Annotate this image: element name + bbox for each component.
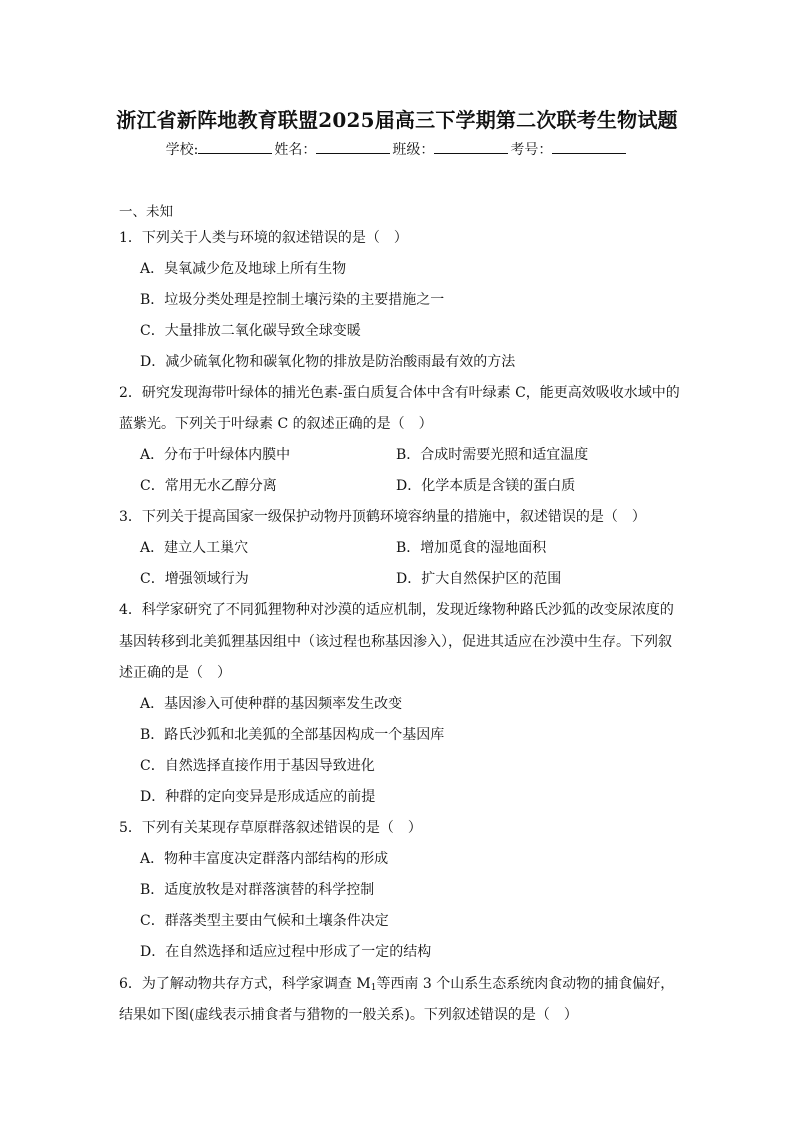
question-5-option-b: B．适度放牧是对群落演替的科学控制	[140, 882, 375, 898]
question-2-option-c: C．常用无水乙醇分离	[140, 478, 277, 494]
question-5-option-d: D．在自然选择和适应过程中形成了一定的结构	[140, 944, 432, 960]
question-2-option-a: A．分布于叶绿体内膜中	[140, 447, 291, 463]
question-4-stem-line-1: 4．科学家研究了不同狐狸物种对沙漠的适应机制，发现近缘物种路氏沙狐的改变尿浓度的	[119, 602, 674, 618]
question-4-stem-line-3: 述正确的是（ ）	[119, 665, 231, 681]
question-2-stem-line-2: 蓝紫光。下列关于叶绿素 C 的叙述正确的是（ ）	[119, 416, 433, 432]
question-6-stem-part-1: 6．为了解动物共存方式，科学家调查 M	[119, 976, 371, 992]
question-3-option-a: A．建立人工巢穴	[140, 540, 249, 556]
question-2-option-d: D．化学本质是含镁的蛋白质	[396, 478, 576, 494]
class-blank[interactable]	[434, 141, 508, 154]
question-5-stem: 5．下列有关某现存草原群落叙述错误的是（ ）	[119, 820, 422, 836]
class-label: 班级：	[392, 142, 435, 158]
school-blank[interactable]	[198, 141, 272, 154]
question-2-option-b: B．合成时需要光照和适宜温度	[396, 447, 589, 463]
question-6-subscript: 1	[370, 983, 377, 993]
question-6-stem-line-1	[119, 975, 674, 997]
question-4-option-c: C．自然选择直接作用于基因导致进化	[140, 758, 375, 774]
name-blank[interactable]	[316, 141, 390, 154]
section-heading: 一、未知	[119, 204, 173, 220]
question-3-option-d: D．扩大自然保护区的范围	[396, 571, 562, 587]
exam-title: 浙江省新阵地教育联盟2025届高三下学期第二次联考生物试题	[116, 108, 678, 132]
exam-number-label: 考号：	[510, 142, 553, 158]
question-4-option-d: D．种群的定向变异是形成适应的前提	[140, 789, 376, 805]
question-3-option-b: B．增加觅食的湿地面积	[396, 540, 547, 556]
question-6-stem-line-2: 结果如下图(虚线表示捕食者与猎物的一般关系)。下列叙述错误的是（ ）	[119, 1007, 578, 1023]
exam-number-blank[interactable]	[552, 141, 626, 154]
student-info-line	[0, 139, 794, 159]
question-5-option-c: C．群落类型主要由气候和土壤条件决定	[140, 913, 389, 929]
question-4-option-b: B．路氏沙狐和北美狐的全部基因构成一个基因库	[140, 727, 445, 743]
question-1-option-d: D．减少硫氧化物和碳氧化物的排放是防治酸雨最有效的方法	[140, 354, 516, 370]
question-4-stem-line-2: 基因转移到北美狐狸基因组中（该过程也称基因渗入），促进其适应在沙漠中生存。下列叙	[119, 634, 672, 650]
question-1-option-a: A．臭氧减少危及地球上所有生物	[140, 261, 347, 277]
name-label: 姓名：	[274, 142, 317, 158]
question-2-stem-line-1: 2．研究发现海带叶绿体的捕光色素-蛋白质复合体中含有叶绿素 C，能更高效吸收水域中的	[119, 385, 680, 401]
question-1-option-b: B．垃圾分类处理是控制土壤污染的主要措施之一	[140, 292, 445, 308]
question-6-stem-part-2: 等西南 3 个山系生态系统肉食动物的捕食偏好，	[376, 976, 675, 992]
question-1-stem: 1．下列关于人类与环境的叙述错误的是（ ）	[119, 230, 408, 246]
question-3-option-c: C．增强领域行为	[140, 571, 249, 587]
question-4-option-a: A．基因渗入可使种群的基因频率发生改变	[140, 696, 403, 712]
question-1-option-c: C．大量排放二氧化碳导致全球变暖	[140, 323, 361, 339]
school-label: 学校:	[165, 142, 199, 158]
question-5-option-a: A．物种丰富度决定群落内部结构的形成	[140, 851, 389, 867]
question-3-stem: 3．下列关于提高国家一级保护动物丹顶鹤环境容纳量的措施中，叙述错误的是（ ）	[119, 509, 646, 525]
